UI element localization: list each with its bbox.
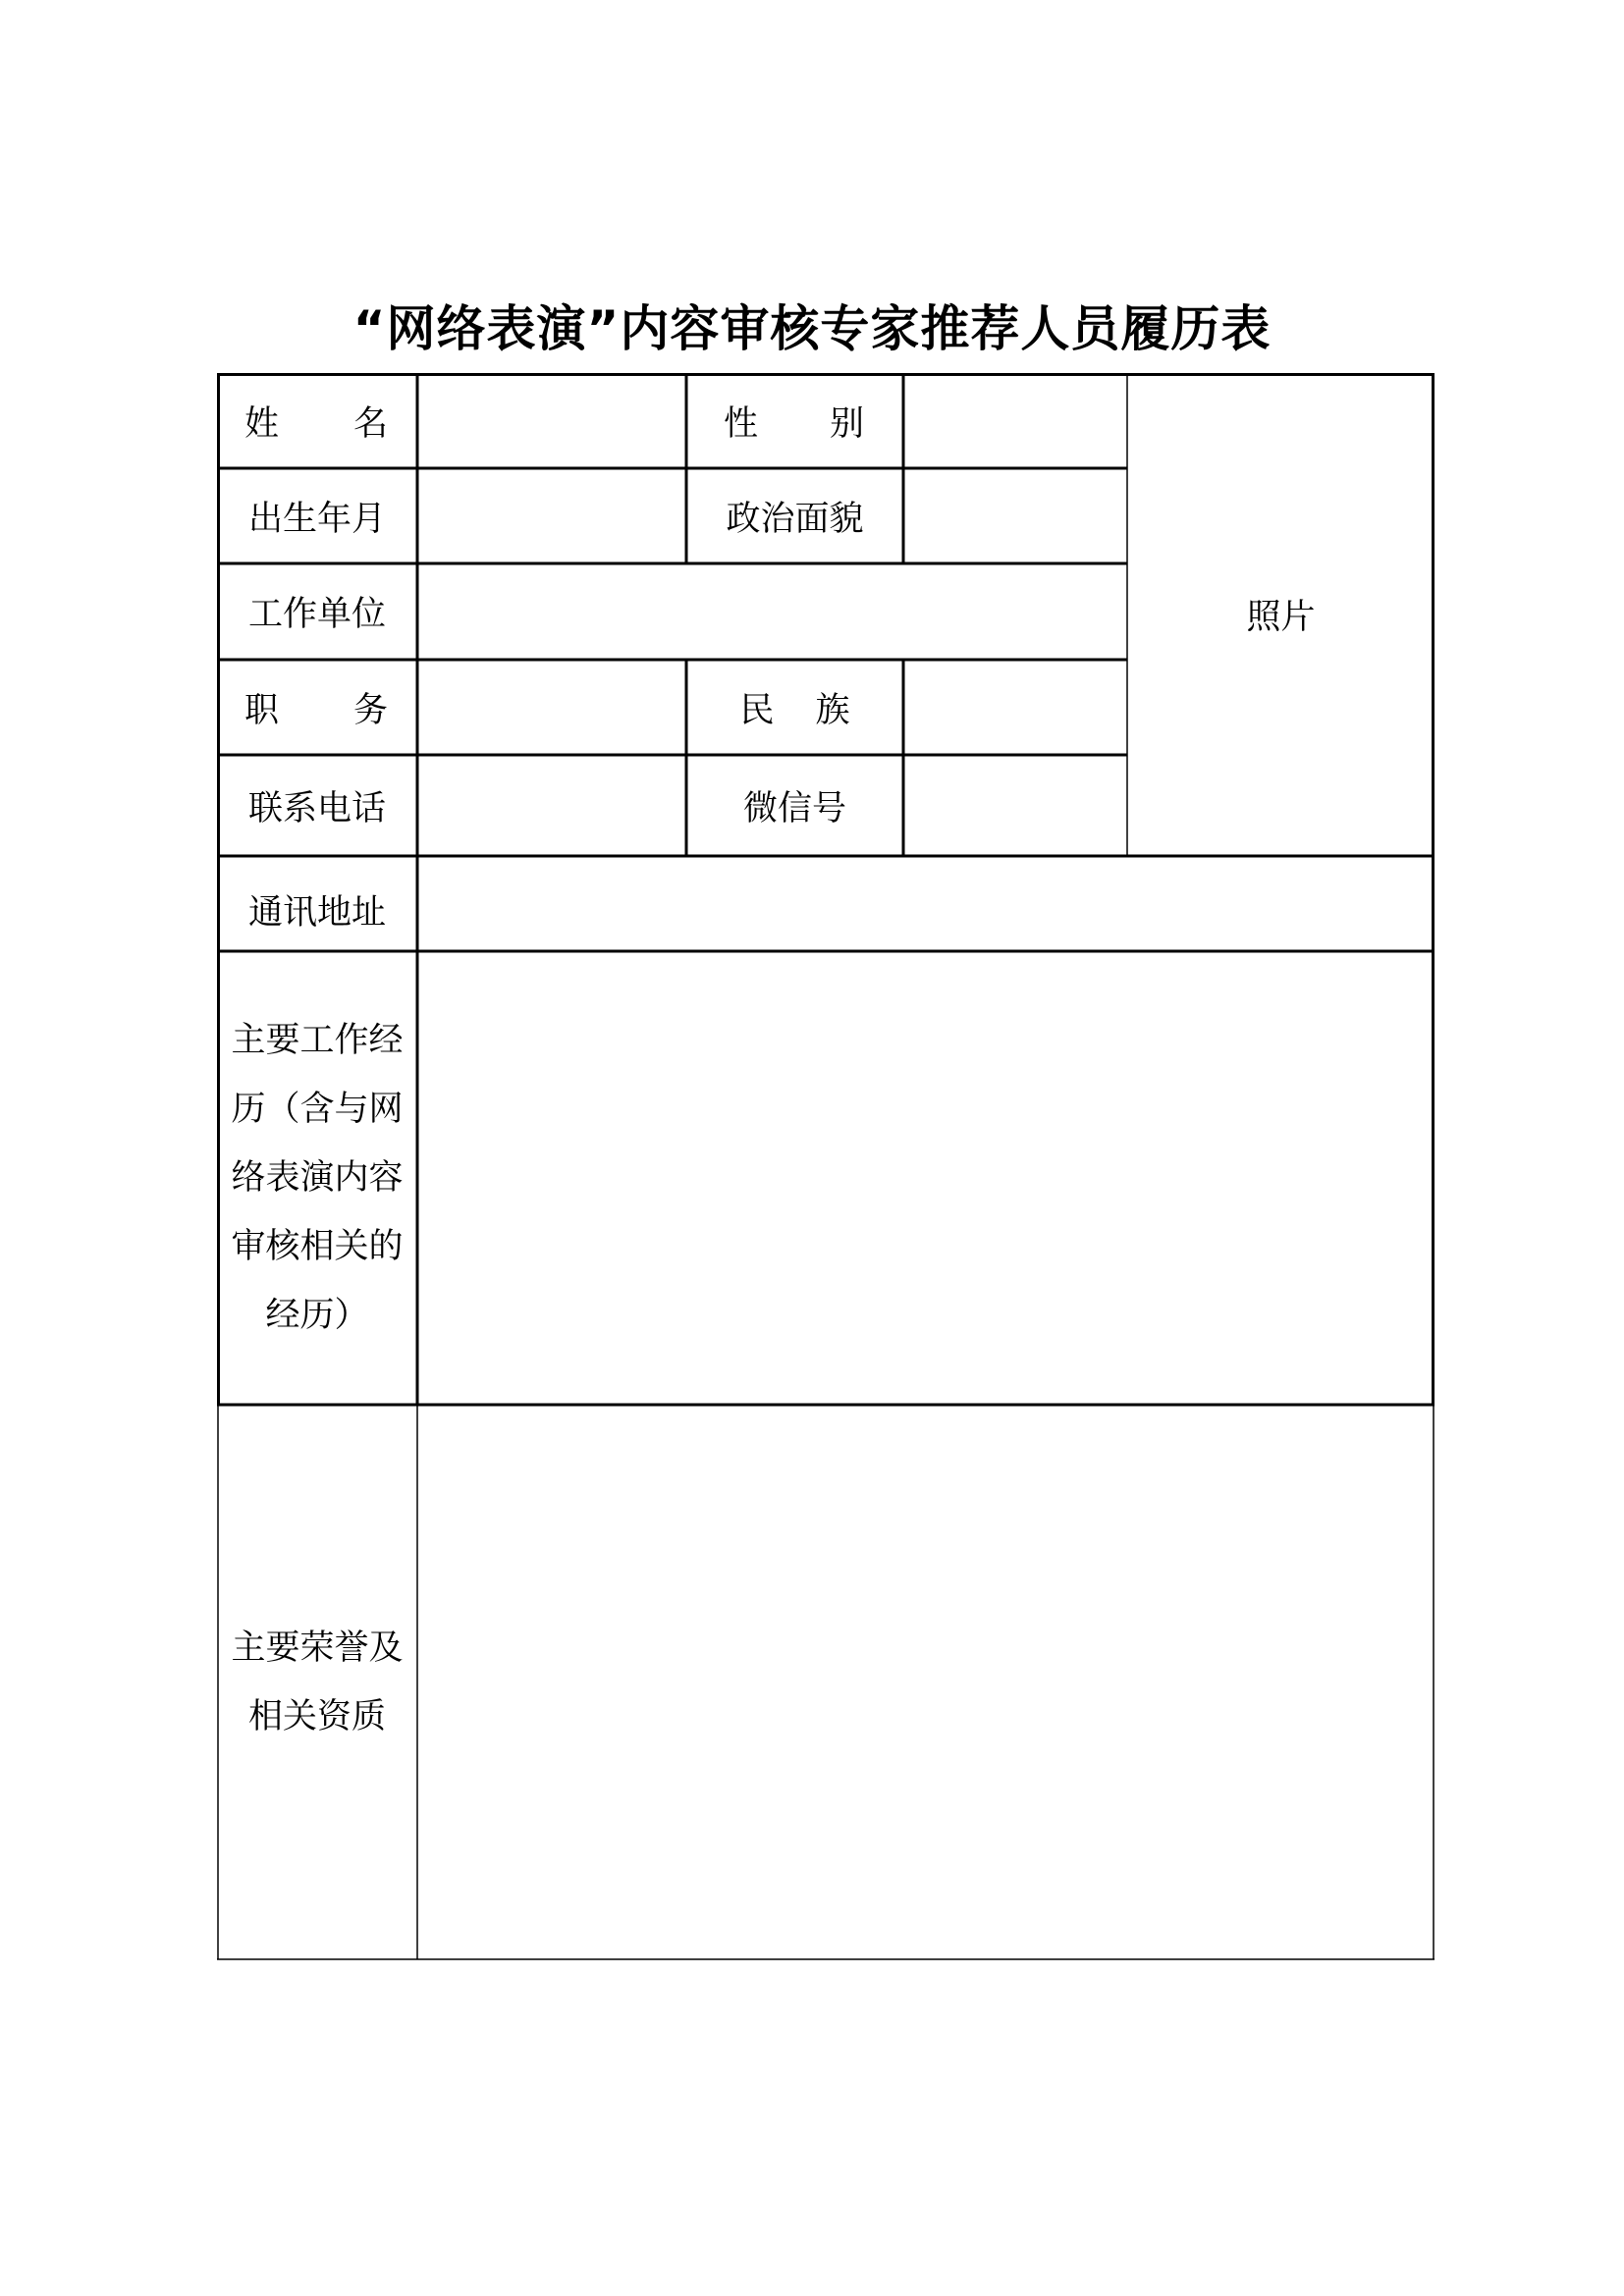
label-address: 通讯地址 (247, 892, 386, 933)
label-work-history-line-1: 主要工作经 (231, 1021, 404, 1060)
label-work-history-line-2: 历（含与网 (231, 1090, 404, 1129)
label-employer: 工作单位 (247, 595, 386, 634)
label-work-history-line-3: 络表演内容 (231, 1158, 404, 1198)
label-honors (217, 1405, 417, 1960)
political-status-field[interactable] (903, 468, 1127, 563)
gender-field[interactable] (903, 373, 1127, 468)
label-gender-char-2: 别 (829, 403, 864, 444)
label-honors-line-2: 相关资质 (247, 1697, 386, 1736)
honors-field[interactable] (417, 1405, 1435, 1960)
label-political-status: 政治面貌 (726, 499, 864, 539)
photo-label: 照片 (1246, 598, 1316, 637)
label-work-history-line-4: 审核相关的 (231, 1227, 404, 1266)
name-field[interactable] (417, 373, 686, 468)
phone-field[interactable] (417, 755, 686, 856)
label-gender-char-1: 性 (724, 403, 759, 444)
form-title: “网络表演”内容审核专家推荐人员履历表 (352, 300, 1272, 357)
label-wechat: 微信号 (742, 788, 846, 828)
label-name (217, 373, 417, 468)
wechat-field[interactable] (903, 755, 1127, 856)
label-work-history (217, 951, 417, 1405)
employer-field[interactable] (417, 563, 1127, 660)
label-name-char-1: 姓 (244, 403, 280, 444)
label-position-char-1: 职 (244, 690, 280, 730)
label-birth: 出生年月 (247, 499, 386, 539)
label-gender (686, 373, 903, 468)
label-name-char-2: 名 (352, 403, 388, 444)
resume-table (217, 373, 1435, 1960)
label-position (217, 660, 417, 755)
position-field[interactable] (417, 660, 686, 755)
birth-field[interactable] (417, 468, 686, 563)
label-position-char-2: 务 (352, 690, 388, 730)
work-history-field[interactable] (417, 951, 1435, 1405)
label-ethnicity-char-1: 民 (739, 690, 775, 730)
label-honors-line-1: 主要荣誉及 (231, 1629, 404, 1668)
address-field[interactable] (417, 856, 1435, 951)
label-ethnicity (686, 660, 903, 755)
label-ethnicity-char-2: 族 (815, 690, 850, 730)
photo-box[interactable] (1127, 373, 1435, 856)
label-work-history-line-5: 经历） (265, 1296, 369, 1335)
label-phone: 联系电话 (247, 788, 386, 828)
ethnicity-field[interactable] (903, 660, 1127, 755)
